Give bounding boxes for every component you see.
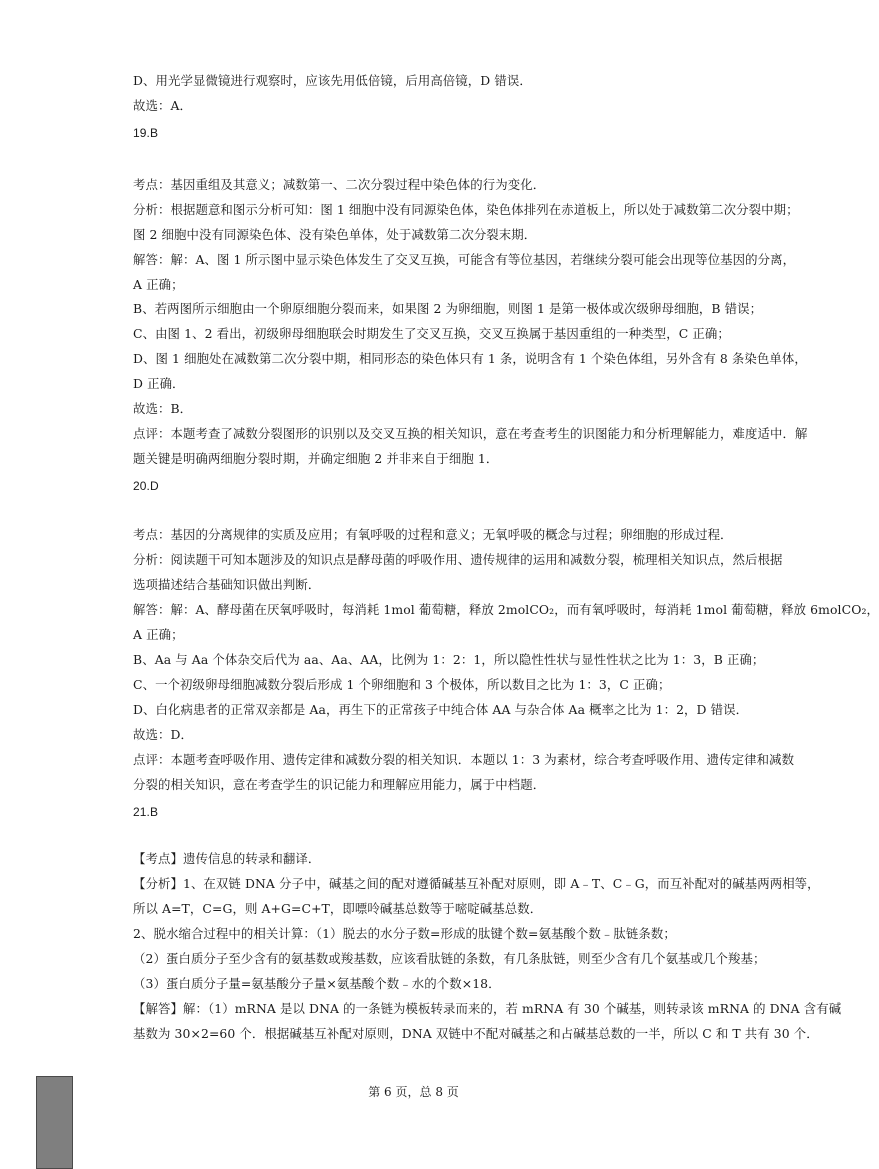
page-footer: 第 6 页，总 8 页 [368,1085,459,1099]
text-line: B、Aa 与 Aa 个体杂交后代为 aa、Aa、AA，比例为 1：2：1，所以隐性性状与显性性状之比为 1：3，B 正确； [133,652,765,667]
text-line: D、白化病患者的正常双亲都是 Aa，再生下的正常孩子中纯合体 AA 与杂合体 Aa 概率之比为 1：2，D 错误． [133,702,749,717]
text-line: 故选：B． [133,401,193,416]
text-line: 基数为 30×2=60 个．根据碱基互补配对原则，DNA 双链中不配对碱基之和占碱基总数的一半，所以 C 和 T 共有 30 个． [133,1026,819,1041]
text-line: 分裂的相关知识，意在考查学生的识记能力和理解应用能力，属于中档题． [133,777,546,792]
text-line: C、由图 1、2 看出，初级卵母细胞联会时期发生了交叉互换，交叉互换属于基因重组的一种类型，C 正确； [133,326,730,341]
text-line: 2、脱水缩合过程中的相关计算：（1）脱去的水分子数=形成的肽键个数=氨基酸个数﹣肽链条数； [133,926,676,941]
text-line: 选项描述结合基础知识做出判断． [133,577,321,592]
text-line: D、用光学显微镜进行观察时，应该先用低倍镜，后用高倍镜，D 错误． [133,73,532,88]
text-line: 解答：解：A、酵母菌在厌氧呼吸时，每消耗 1mol 葡萄糖，释放 2molCO₂，而有氧呼吸时，每消耗 1mol 葡萄糖，释放 6molCO₂， [133,602,879,617]
text-line: A 正确； [133,277,184,292]
text-line: 故选：A． [133,98,193,113]
binding-margin-bar [36,1076,73,1169]
text-line: C、一个初级卵母细胞减数分裂后形成 1 个卵细胞和 3 个极体，所以数目之比为 1：3，C 正确； [133,677,671,692]
text-line: 点评：本题考查呼吸作用、遗传定律和减数分裂的相关知识．本题以 1：3 为素材，综合考查呼吸作用、遗传定律和减数 [133,752,795,767]
text-line: 图 2 细胞中没有同源染色体、没有染色单体，处于减数第二次分裂末期． [133,227,537,242]
text-line: D 正确． [133,376,185,391]
question-number: 19.B [133,126,159,140]
text-line: 解答：解：A、图 1 所示图中显示染色体发生了交叉互换，可能含有等位基因，若继续分裂可能会出现等位基因的分离， [133,252,796,267]
text-line: D、图 1 细胞处在减数第二次分裂中期，相同形态的染色体只有 1 条，说明含有 1 个染色体组，另外含有 8 条染色单体， [133,351,807,366]
text-line: 题关键是明确两细胞分裂时期，并确定细胞 2 并非来自于细胞 1． [133,451,499,466]
text-line: 分析：阅读题干可知本题涉及的知识点是酵母菌的呼吸作用、遗传规律的运用和减数分裂，梳理相关知识点，然后根据 [133,552,783,567]
question-number: 21.B [133,805,159,819]
text-line: 故选：D． [133,727,193,742]
text-line: 分析：根据题意和图示分析可知：图 1 细胞中没有同源染色体，染色体排列在赤道板上，所以处于减数第二次分裂中期； [133,202,799,217]
text-line: 【分析】1、在双链 DNA 分子中，碱基之间的配对遵循碱基互补配对原则，即 A﹣T、C﹣G，而互补配对的碱基两两相等， [133,876,820,891]
text-line: （2）蛋白质分子至少含有的氨基数或羧基数，应该看肽链的条数，有几条肽链，则至少含有几个氨基或几个羧基； [133,951,766,966]
text-line: 所以 A=T，C=G，则 A+G=C+T，即嘌呤碱基总数等于嘧啶碱基总数． [133,901,543,916]
text-line: 考点：基因重组及其意义；减数第一、二次分裂过程中染色体的行为变化． [133,177,546,192]
text-line: 【解答】解：（1）mRNA 是以 DNA 的一条链为模板转录而来的，若 mRNA 有 30 个碱基，则转录该 mRNA 的 DNA 含有碱 [133,1001,842,1016]
text-line: 考点：基因的分离规律的实质及应用；有氧呼吸的过程和意义；无氧呼吸的概念与过程；卵细胞的形成过程． [133,527,733,542]
text-line: 【考点】遗传信息的转录和翻译． [133,851,321,866]
text-line: 点评：本题考查了减数分裂图形的识别以及交叉互换的相关知识，意在考查考生的识图能力和分析理解能力，难度适中．解 [133,426,808,441]
text-line: B、若两图所示细胞由一个卵原细胞分裂而来，如果图 2 为卵细胞，则图 1 是第一极体或次级卵母细胞，B 错误； [133,301,763,316]
text-line: A 正确； [133,627,184,642]
question-number: 20.D [133,479,159,493]
text-line: （3）蛋白质分子量=氨基酸分子量×氨基酸个数﹣水的个数×18． [133,976,501,991]
